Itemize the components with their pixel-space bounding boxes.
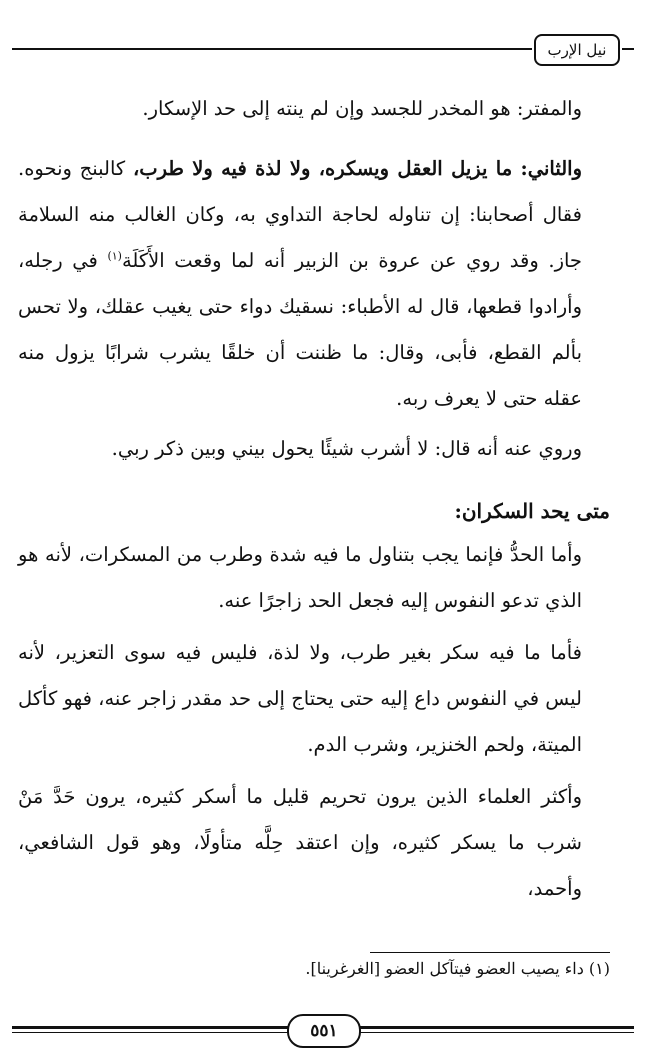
paragraph-3: وروي عنه أنه قال: لا أشرب شيئًا يحول بيني وبين ذكر ربي. bbox=[111, 437, 582, 460]
paragraph-4: وأما الحدُّ فإنما يجب بتناول ما فيه شدة وطرب من المسكرات، لأنه هو الذي تدعو النفوس إليه فجعل الحد زاجرًا عنه. bbox=[18, 543, 582, 612]
paragraph-2-bold: والثاني: ما يزيل العقل ويسكره، ولا لذة فيه ولا طرب، bbox=[132, 157, 582, 180]
page-header bbox=[12, 32, 634, 68]
paragraph-6: وأكثر العلماء الذين يرون تحريم قليل ما أسكر كثيره، يرون حَدَّ مَنْ شرب ما يسكر كثيره، وإن اعتقد حِلَّه متأولًا، وهو قول الشافعي، وأحمد، bbox=[18, 785, 582, 900]
section-heading: متى يحد السكران: bbox=[454, 499, 610, 523]
paragraph-2-end: في رجله، وأرادوا قطعها، قال له الأطباء: نسقيك دواء حتى يغيب عقلك، ولا تحس بألم القطع، فأبى، وقال: ما ظننت أن خلقًا يشرب شرابًا يزول منه عقله حتى لا يعرف ربه. bbox=[18, 249, 582, 410]
paragraph-5: فأما ما فيه سكر بغير طرب، ولا لذة، فليس فيه سوى التعزير، لأنه ليس في النفوس داع إليه حتى يحتاج إلى حد مقدر زاجر عنه، فهو كأكل الميتة، ولحم الخنزير، وشرب الدم. bbox=[18, 641, 582, 756]
paragraph-2-text: كالبنج ونحوه. فقال أصحابنا: إن تناوله لحاجة التداوي به، وكان الغالب منه السلامة جاز. وقد روي عن عروة بن الزبير أنه لما وقعت الأَكَلَة bbox=[18, 157, 582, 272]
paragraph-1: والمفتر: هو المخدر للجسد وإن لم ينته إلى حد الإسكار. bbox=[142, 97, 582, 120]
page-number: ٥٥١ bbox=[287, 1014, 361, 1048]
header-rule-right bbox=[622, 48, 634, 50]
paragraph-2 bbox=[18, 146, 610, 422]
page-footer bbox=[12, 1012, 634, 1046]
footnote-separator bbox=[370, 952, 610, 953]
page-body bbox=[18, 86, 610, 912]
footnote-ref-1: (١) bbox=[107, 249, 122, 263]
book-title-tag: نيل الإرب bbox=[534, 34, 620, 66]
footnote-1: (١) داء يصيب العضو فيتآكل العضو [الغرغرينا]. bbox=[305, 959, 610, 978]
header-rule-left bbox=[12, 48, 532, 50]
